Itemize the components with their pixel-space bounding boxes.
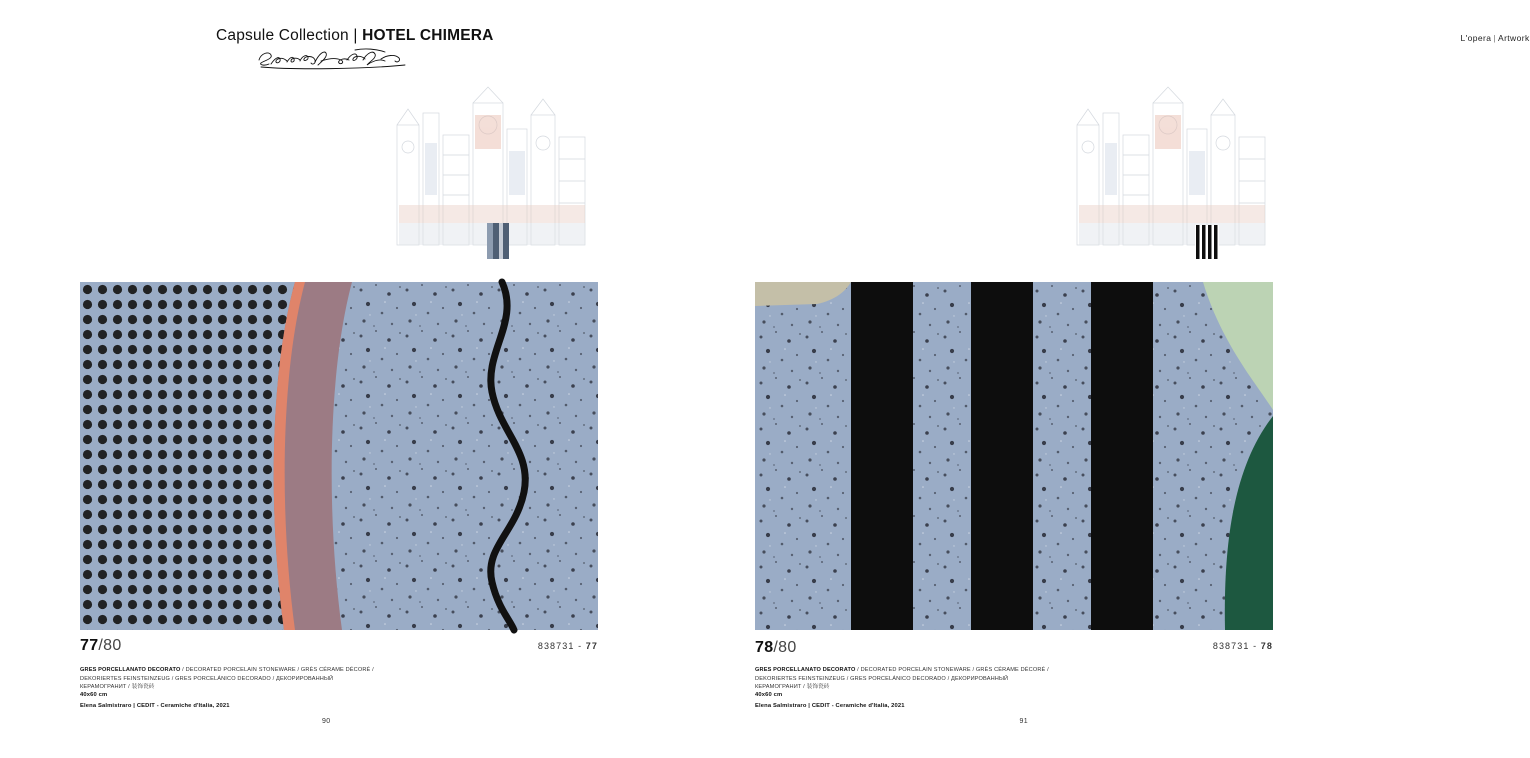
breadcrumb-item-opera[interactable]: L'opera <box>1460 33 1492 43</box>
artwork-tile-right <box>755 282 1273 630</box>
artwork-thumbnail-left <box>389 85 597 263</box>
folio-left: 90 <box>322 718 331 725</box>
artwork-tile-left <box>80 282 598 630</box>
breadcrumb-item-artwork[interactable]: Artwork <box>1498 33 1530 43</box>
tile-number-value: 78 <box>755 639 774 656</box>
tile-number-left <box>80 637 122 655</box>
tile-code-prefix: 838731 - <box>1212 641 1261 651</box>
designer-signature <box>255 48 420 70</box>
tile-author-left: Elena Salmistraro | CEDIT - Ceramiche d'Italia, 2021 <box>80 703 230 709</box>
page-right <box>678 0 1530 758</box>
page-title <box>216 27 494 45</box>
tile-author-right: Elena Salmistraro | CEDIT - Ceramiche d'Italia, 2021 <box>755 703 905 709</box>
tile-code-prefix: 838731 - <box>537 641 586 651</box>
tile-description-bold: GRES PORCELLANATO DECORATO <box>755 667 856 673</box>
tile-description-right <box>755 666 1055 692</box>
tile-code-suffix: 78 <box>1260 641 1273 651</box>
tile-number-right <box>755 639 797 657</box>
tile-description-left <box>80 666 380 692</box>
tile-code-right <box>1073 641 1273 651</box>
tile-description-bold: GRES PORCELLANATO DECORATO <box>80 667 181 673</box>
tile-size-right: 40x60 cm <box>755 692 783 698</box>
artwork-thumbnail-right <box>1069 85 1277 263</box>
tile-code-suffix: 77 <box>585 641 598 651</box>
page-title-brand: HOTEL CHIMERA <box>362 27 494 44</box>
page-left <box>0 0 678 758</box>
tile-size-left: 40x60 cm <box>80 692 108 698</box>
tile-code-left <box>398 641 598 651</box>
tile-number-total: /80 <box>773 639 797 656</box>
section-breadcrumb <box>1461 33 1530 43</box>
tile-number-value: 77 <box>80 637 99 654</box>
tile-description-rest: / DECORATED PORCELAIN STONEWARE / GRÈS CÉRAME DÉCORÉ / DEKORIERTES FEINSTEINZEUG / GRES PORCELÁNICO DECORADO / ДЕКОРИРОВАННЫЙ КЕРАМОГРАНИТ / 装饰瓷砖 <box>755 667 1049 691</box>
tile-number-total: /80 <box>98 637 122 654</box>
tile-description-rest: / DECORATED PORCELAIN STONEWARE / GRÈS CÉRAME DÉCORÉ / DEKORIERTES FEINSTEINZEUG / GRES PORCELÁNICO DECORADO / ДЕКОРИРОВАННЫЙ КЕРАМОГРАНИТ / 装饰瓷砖 <box>80 667 374 691</box>
breadcrumb-separator: | <box>1493 33 1496 43</box>
page-title-prefix: Capsule Collection | <box>216 27 363 44</box>
folio-right: 91 <box>1019 718 1028 725</box>
